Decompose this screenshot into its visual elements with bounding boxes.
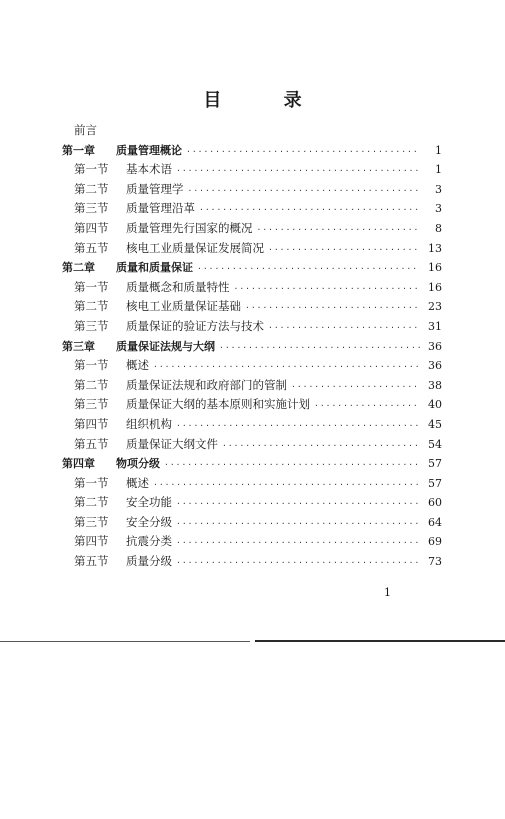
toc-title: 核电工业质量保证发展简况	[126, 240, 264, 255]
toc-title: 质量管理概论	[116, 143, 182, 157]
toc-number: 第二章	[62, 261, 95, 275]
toc-page-number: 57	[428, 476, 442, 490]
dot-leader	[199, 205, 420, 214]
toc-section-row	[62, 240, 442, 260]
toc-number: 第三节	[74, 514, 109, 529]
toc-page-number: 16	[428, 280, 442, 294]
dot-leader	[186, 147, 420, 156]
toc-page-number: 3	[435, 182, 442, 196]
toc-section-row	[62, 200, 442, 220]
toc-number: 第四节	[74, 416, 109, 431]
toc-page-number: 1	[435, 143, 442, 157]
toc-number: 第二节	[74, 299, 109, 314]
toc-page-number: 73	[428, 555, 442, 569]
toc-section-row	[62, 377, 442, 397]
toc-title: 概述	[126, 475, 149, 490]
toc-page-number: 23	[428, 300, 442, 314]
dot-leader	[164, 460, 420, 469]
toc-page-number: 38	[428, 378, 442, 392]
toc-number: 第三节	[74, 201, 109, 216]
toc-title: 前言	[74, 123, 97, 137]
toc-section-row	[62, 475, 442, 495]
toc-number: 第三章	[62, 339, 95, 353]
toc-page-number: 60	[428, 496, 442, 510]
toc-page-number: 57	[428, 457, 442, 471]
page-number: 1	[384, 586, 391, 599]
toc-title: 质量保证法规与大纲	[116, 339, 215, 353]
toc-title: 质量保证法规和政府部门的管制	[126, 377, 287, 392]
toc-section-row	[62, 279, 442, 299]
toc-page-number: 64	[428, 515, 442, 529]
dot-leader	[219, 343, 420, 352]
scan-edge-line-dark	[255, 640, 505, 642]
toc-title: 质量概念和质量特性	[126, 279, 230, 294]
toc-page-number: 13	[428, 241, 442, 255]
toc-section-row	[62, 181, 442, 201]
toc-number: 第四节	[74, 220, 109, 235]
toc-title: 质量管理学	[126, 181, 184, 196]
toc-title: 抗震分类	[126, 534, 172, 549]
toc-section-row	[62, 553, 442, 573]
dot-leader	[257, 225, 421, 234]
toc-title: 物项分级	[116, 457, 160, 471]
toc-number: 第一章	[62, 143, 95, 157]
table-of-contents	[62, 122, 442, 573]
toc-section-row	[62, 514, 442, 534]
toc-page-number: 31	[428, 319, 442, 333]
dot-leader	[176, 499, 420, 508]
toc-page-number: 54	[428, 437, 442, 451]
dot-leader	[176, 519, 420, 528]
toc-title: 核电工业质量保证基础	[126, 299, 241, 314]
dot-leader	[153, 480, 420, 489]
toc-title: 质量保证大纲的基本原则和实施计划	[126, 397, 310, 412]
toc-section-row	[62, 396, 442, 416]
toc-title: 质量和质量保证	[116, 261, 193, 275]
dot-leader	[268, 323, 420, 332]
toc-section-row	[62, 220, 442, 240]
toc-page-number: 36	[428, 339, 442, 353]
dot-leader	[268, 245, 420, 254]
toc-title: 质量分级	[126, 554, 172, 569]
toc-number: 第五节	[74, 554, 109, 569]
toc-number: 第四章	[62, 457, 95, 471]
toc-section-row	[62, 436, 442, 456]
toc-title: 质量保证的验证方法与技术	[126, 318, 264, 333]
toc-title: 基本术语	[126, 162, 172, 177]
toc-number: 第二节	[74, 495, 109, 510]
dot-leader	[176, 421, 420, 430]
dot-leader	[222, 441, 420, 450]
scan-edge-line	[0, 641, 250, 642]
toc-section-row	[62, 318, 442, 338]
toc-title: 安全功能	[126, 495, 172, 510]
toc-number: 第五节	[74, 436, 109, 451]
toc-page-number: 16	[428, 261, 442, 275]
dot-leader	[188, 186, 421, 195]
toc-section-row	[62, 161, 442, 181]
toc-page-number: 45	[428, 417, 442, 431]
toc-section-row	[62, 416, 442, 436]
dot-leader	[176, 558, 420, 567]
dot-leader	[291, 382, 420, 391]
toc-section-row	[62, 494, 442, 514]
toc-section-row	[62, 533, 442, 553]
toc-title: 质量管理先行国家的概况	[126, 220, 253, 235]
dot-leader	[176, 166, 420, 175]
dot-leader	[314, 401, 420, 410]
toc-title: 概述	[126, 358, 149, 373]
toc-section-row	[62, 357, 442, 377]
toc-number: 第一节	[74, 162, 109, 177]
toc-chapter-row	[62, 338, 442, 358]
toc-number: 第一节	[74, 475, 109, 490]
toc-number: 第四节	[74, 534, 109, 549]
toc-section-row	[62, 298, 442, 318]
toc-page-number: 8	[435, 221, 442, 235]
toc-number: 第二节	[74, 181, 109, 196]
toc-number: 第三节	[74, 318, 109, 333]
toc-title: 质量管理沿革	[126, 201, 195, 216]
dot-leader	[234, 284, 421, 293]
toc-preface-row	[62, 122, 442, 142]
toc-chapter-row	[62, 455, 442, 475]
toc-number: 第三节	[74, 397, 109, 412]
toc-title: 质量保证大纲文件	[126, 436, 218, 451]
dot-leader	[245, 303, 420, 312]
toc-title: 安全分级	[126, 514, 172, 529]
toc-chapter-row	[62, 259, 442, 279]
toc-chapter-row	[62, 142, 442, 162]
toc-page-number: 1	[435, 163, 442, 177]
toc-page-number: 36	[428, 359, 442, 373]
toc-number: 第二节	[74, 377, 109, 392]
page-title: 目 录	[203, 90, 330, 111]
dot-leader	[176, 538, 420, 547]
toc-number: 第五节	[74, 240, 109, 255]
toc-page-number: 40	[428, 398, 442, 412]
toc-number: 第一节	[74, 358, 109, 373]
toc-number: 第一节	[74, 279, 109, 294]
toc-title: 组织机构	[126, 416, 172, 431]
dot-leader	[153, 362, 420, 371]
dot-leader	[197, 264, 420, 273]
toc-page-number: 3	[435, 202, 442, 216]
toc-page-number: 69	[428, 535, 442, 549]
